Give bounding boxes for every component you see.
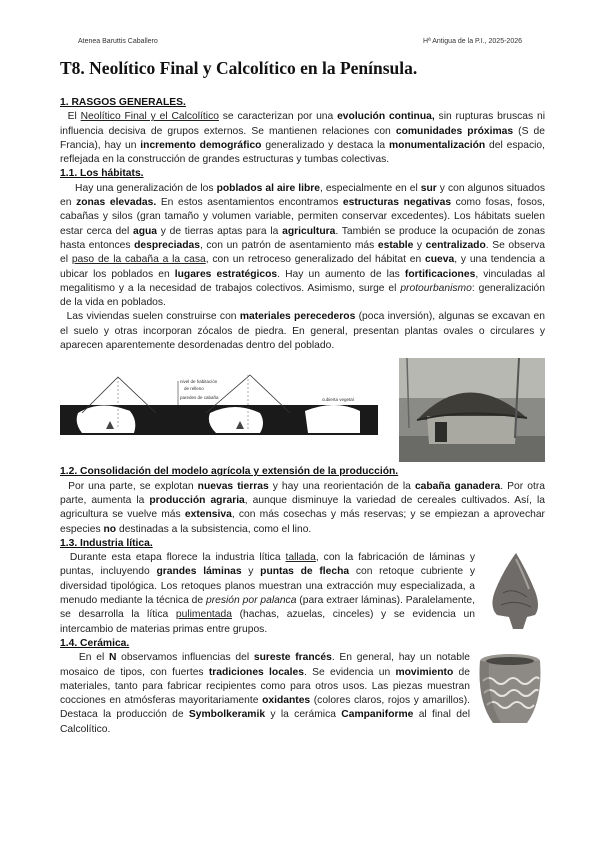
hut-photo [399,358,545,462]
section-1-4-paragraph: En el N observamos influencias del sureste francés. En general, hay un notable mosaico de tipos, con fuertes tradiciones locales. Se evidencia un movimiento de materiales, tanto para fabricar recipientes como para otros usos. Las piezas muestran cocciones en atmósferas mayoritariamente oxidantes (colores claros, rojos y amarillos). Destaca la producción de Symbolkeramik y la cerámica Campaniforme al final del Calcolítico. [60,652,470,735]
header-course: Hª Antigua de la P.I., 2025-2026 [423,38,522,45]
page-title: T8. Neolítico Final y Calcolítico en la Península. [60,58,418,78]
diagram-label-2: cubierta vegetal [322,397,354,403]
section-1-paragraph: El Neolítico Final y el Calcolítico se caracterizan por una evolución continua, sin rupturas bruscas ni influencia decisiva de grupos externos. Se mantienen relaciones con comunidades próximas (S de Francia), hay un incremento demográfico generalizado y destaca la monumentalización del espacio, reflejada en la construcción de grandes estructuras y tumbas colectivas. [60,111,546,166]
section-1-2-heading: 1.2. Consolidación del modelo agrícola y extensión de la producción. [60,466,399,478]
figure-row-habitats [60,357,545,463]
section-1-4-heading: 1.4. Cerámica. [60,637,130,649]
hut-section-diagram [60,371,378,449]
section-1-1-heading: 1.1. Los hábitats. [60,168,144,180]
diagram-label-1b: de relleno [184,386,204,392]
diagram-label-1c: paredes de cabaña [180,395,219,401]
arrowhead-photo [483,551,545,631]
section-1-3-row [60,551,545,637]
document-body [60,96,545,737]
section-1-1-paragraph-2: Las viviendas suelen construirse con materiales perecederos (poca inversión), algunas se excavan en el suelo y otras incorporan zócalos de piedra. En general, presentan plantas ovales o circulares y aparecen aparentemente desordenadas dentro del poblado. [60,311,546,352]
section-1-1-paragraph-1: Hay una generalización de los poblados al aire libre, especialmente en el sur y con algunos situados en zonas elevadas. En estos asentamientos encontramos estructuras negativas como fosas, fosos, cabañas y silos (gran tamaño y volumen variable, permiten conservar excedentes). Los hábitats suelen estar cerca del agua y de tierras aptas para la agricultura. También se produce la ocupación de zonas hasta entonces despreciadas, con un patrón de asentamiento más estable y centralizado. Se observa el paso de la cabaña a la casa, con un retroceso generalizado del hábitat en cueva, y una tendencia a ubicar los poblados en lugares estratégicos. Hay un aumento de las fortificaciones, vinculadas al megalitismo y a la necesidad de trabajos colectivos. Asimismo, surge el protourbanismo: generalización de la vida en poblados. [60,182,546,309]
pottery-photo [475,651,545,729]
section-1-4-row [60,651,545,737]
header-author: Atenea Baruttis Caballero [78,38,158,45]
section-1-3-paragraph: Durante esta etapa florece la industria lítica tallada, con la fabricación de láminas y puntas, incluyendo grandes láminas y puntas de flecha con retoque cubriente y diversidad tipológica. Los retoques planos muestran una extracción muy especializada, a menudo mediante la técnica de presión por palanca (para extraer láminas). Paralelamente, se desarrolla la lítica pulimentada (hachas, azuelas, cinceles) y se evidencia un intercambio de materias primas entre grupos. [60,552,476,635]
diagram-label-1a: nivel de habitación [180,379,218,385]
section-1-heading: 1. RASGOS GENERALES. [60,97,186,108]
section-1-2-paragraph: Por una parte, se explotan nuevas tierras y hay una reorientación de la cabaña ganadera. Por otra parte, aumenta la producción agraria, aunque disminuye la variedad de cereales cultivados. Así, la agricultura se vuelve más extensiva, con más cosechas y más reservas; y se empiezan a aprovechar especies no destinadas a la subsistencia, como el lino. [60,480,546,535]
section-1-3-heading: 1.3. Industria lítica. [60,537,153,549]
